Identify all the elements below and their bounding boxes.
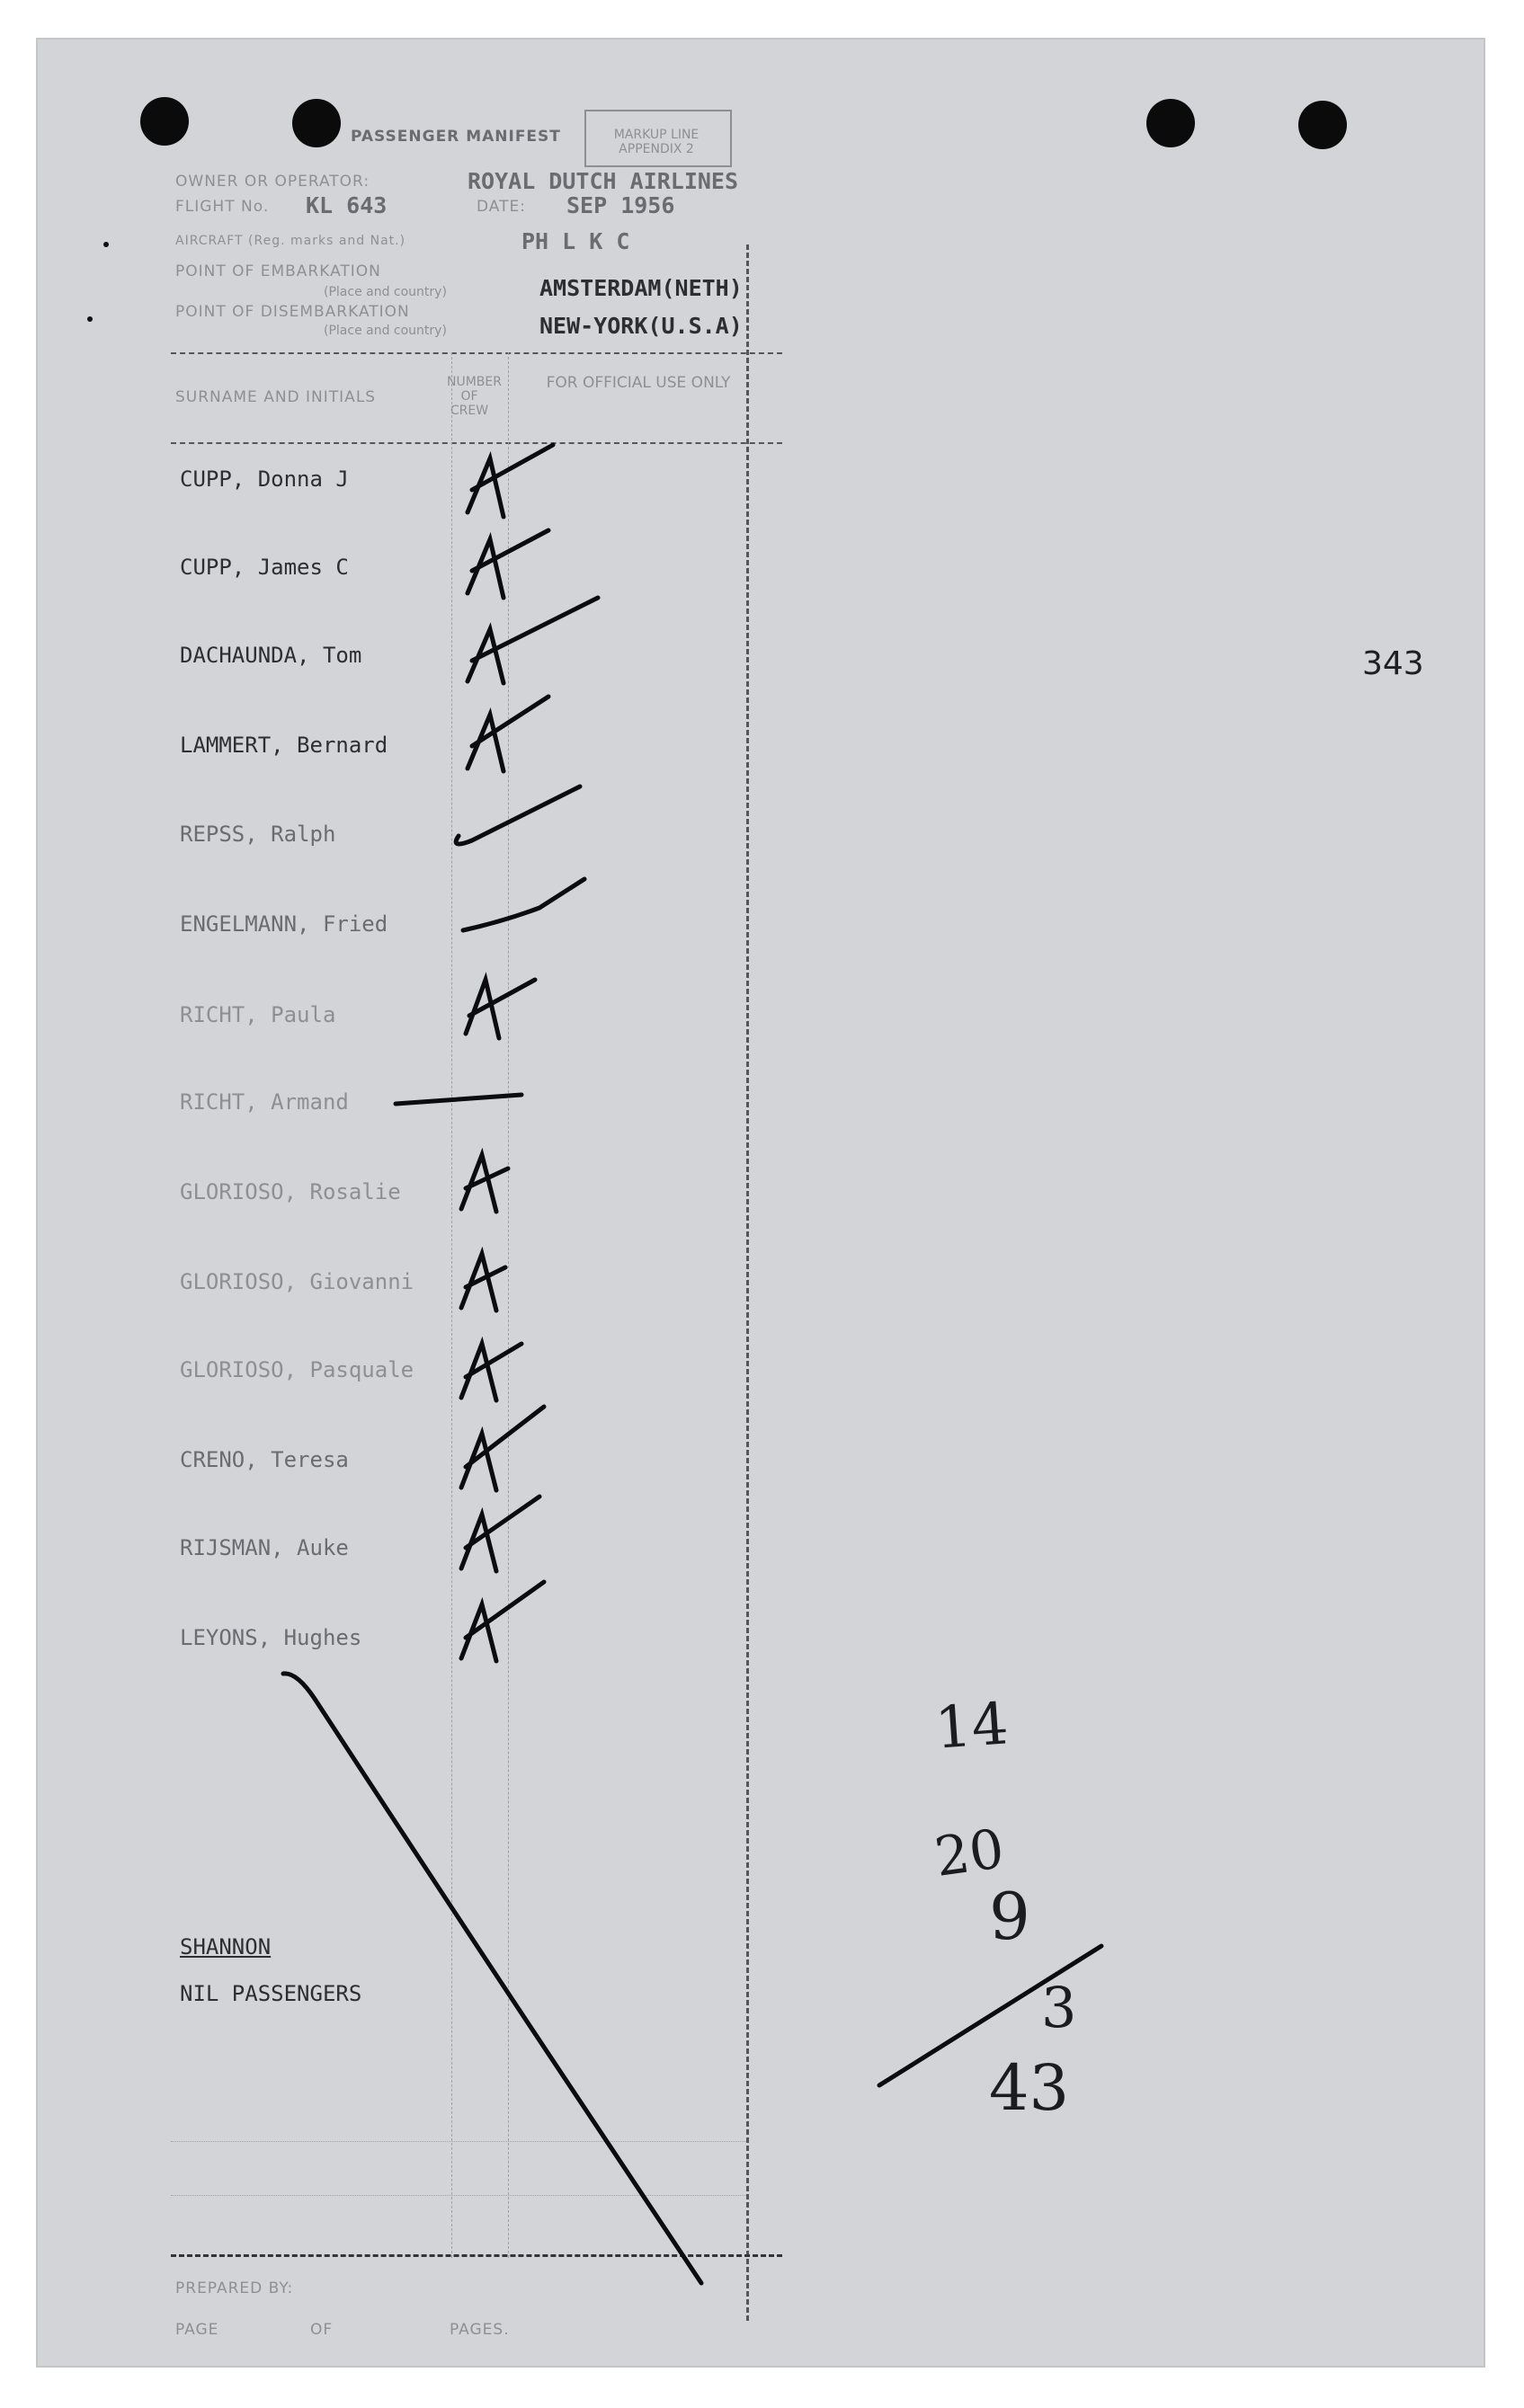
passenger-name: CUPP, James C (180, 555, 349, 580)
owner-label: OWNER OR OPERATOR: (175, 173, 370, 191)
aircraft-label: AIRCRAFT (Reg. marks and Nat.) (175, 234, 406, 248)
tally-number: 14 (932, 1691, 1011, 1763)
prepared-by-label: PREPARED BY: (175, 2279, 294, 2297)
tally-number: 3 (1041, 1975, 1077, 2040)
table-right-rule (746, 244, 749, 2321)
page-number: 343 (1362, 645, 1424, 682)
table-header-rule (171, 442, 782, 444)
col-name-header: SURNAME AND INITIALS (175, 388, 377, 406)
passenger-name: REPSS, Ralph (180, 822, 336, 847)
passenger-name: RICHT, Armand (180, 1089, 349, 1115)
pages-label: PAGES. (450, 2321, 510, 2339)
manifest-sheet (36, 38, 1485, 2368)
passenger-name: LEYONS, Hughes (180, 1625, 362, 1650)
manifest-title: PASSENGER MANIFEST (351, 128, 561, 146)
passenger-name: CUPP, Donna J (180, 466, 349, 492)
station-note: NIL PASSENGERS (180, 1981, 362, 2006)
header-stamp: MARKUP LINE APPENDIX 2 (584, 110, 732, 167)
punch-hole (292, 99, 341, 147)
passenger-name: RICHT, Paula (180, 1002, 336, 1027)
disembark-label: POINT OF DISEMBARKATION (175, 303, 410, 321)
flight-label: FLIGHT No. (175, 198, 270, 216)
col-crew-header: NUMBER OF CREW (447, 375, 502, 418)
blank-line (171, 2195, 746, 2196)
page-label: PAGE (175, 2321, 219, 2339)
passenger-name: GLORIOSO, Rosalie (180, 1179, 401, 1204)
passenger-name: GLORIOSO, Giovanni (180, 1269, 414, 1294)
embark-label: POINT OF EMBARKATION (175, 262, 381, 280)
table-top-rule (171, 352, 782, 354)
passenger-name: GLORIOSO, Pasquale (180, 1357, 414, 1382)
embark-sub: (Place and country) (324, 285, 447, 299)
disembark-value: NEW-YORK(U.S.A) (539, 313, 743, 339)
table-bottom-rule (171, 2254, 782, 2257)
col-rule (451, 352, 452, 2258)
disembark-sub: (Place and country) (324, 324, 447, 338)
punch-hole (1146, 99, 1195, 147)
date-value: SEP 1956 (566, 192, 675, 218)
col-rule (508, 352, 509, 2258)
of-label: OF (310, 2321, 334, 2339)
passenger-name: LAMMERT, Bernard (180, 733, 388, 758)
station-name: SHANNON (180, 1934, 272, 1959)
tally-total: 43 (989, 2051, 1070, 2125)
passenger-name: DACHAUNDA, Tom (180, 643, 362, 668)
tally-number: 9 (989, 1879, 1030, 1954)
punch-hole (140, 97, 189, 146)
passenger-name: ENGELMANN, Fried (180, 911, 388, 937)
blank-line (171, 2141, 746, 2142)
embark-value: AMSTERDAM(NETH) (539, 275, 743, 301)
aircraft-value: PH L K C (521, 228, 630, 254)
tally-number: 20 (931, 1817, 1008, 1889)
col-official-header: FOR OFFICIAL USE ONLY (546, 374, 731, 392)
passenger-name: CRENO, Teresa (180, 1447, 349, 1472)
punch-hole (1298, 101, 1347, 149)
passenger-name: RIJSMAN, Auke (180, 1535, 349, 1560)
flight-value: KL 643 (306, 192, 388, 218)
owner-value: ROYAL DUTCH AIRLINES (468, 168, 739, 194)
date-label: DATE: (477, 198, 526, 216)
